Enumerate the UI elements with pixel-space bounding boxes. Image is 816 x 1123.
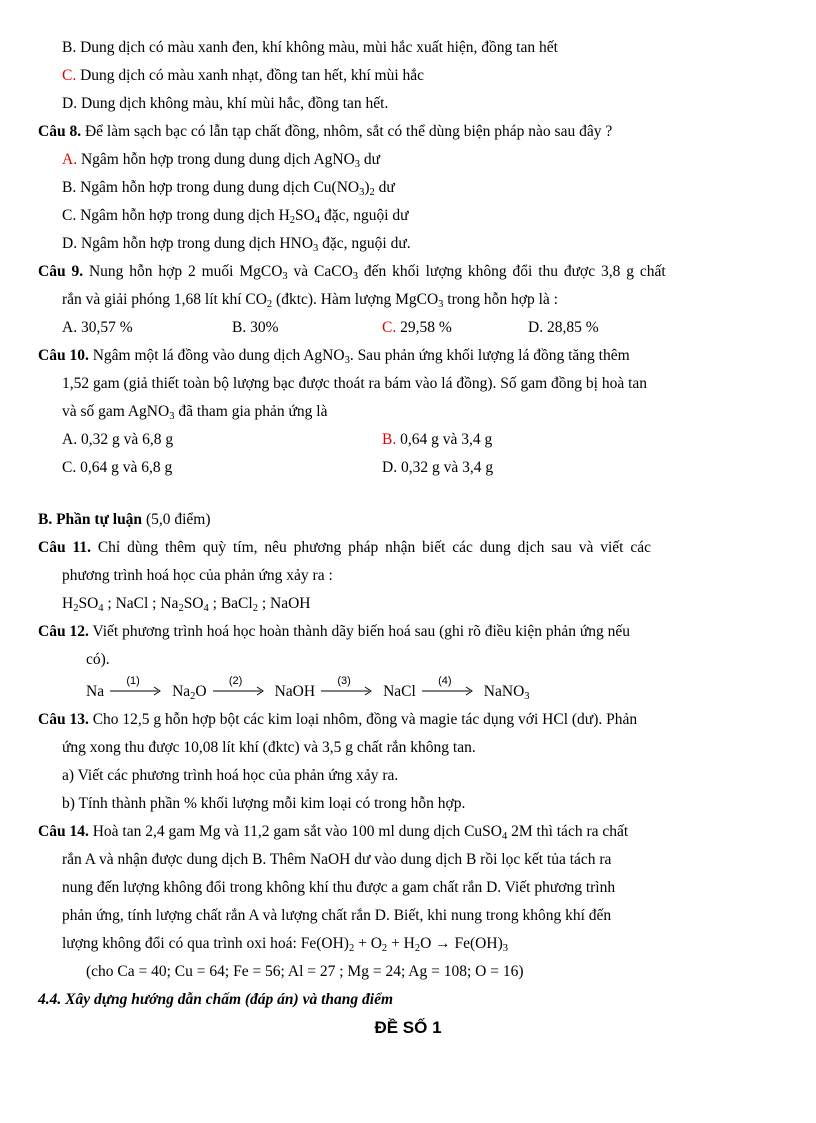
q14-question-line2: rắn A và nhận được dung dịch B. Thêm NaOH dư vào dung dịch B rồi lọc kết tủa tách ra — [62, 851, 612, 868]
answer-marker: C. — [62, 67, 77, 84]
q14-question-line1: Câu 14. Hoà tan 2,4 gam Mg và 11,2 gam sắt vào 100 ml dung dịch CuSO$_4$ 2M thì tách ra chất — [38, 823, 629, 842]
q13-question-line2: ứng xong thu được 10,08 lít khí (đktc) và 3,5 g chất rắn không tan. — [62, 739, 476, 756]
q12-question-line1: Câu 12. Viết phương trình hoá học hoàn thành dãy biến hoá sau (ghi rõ điều kiện phản ứng nếu — [38, 623, 631, 640]
q8-option-c: C. Ngâm hỗn hợp trong dung dịch $H_2SO_4$ đặc, nguội dư — [62, 207, 409, 226]
q13-part-b: b) Tính thành phần % khối lượng mỗi kim loại có trong hỗn hợp. — [62, 795, 466, 812]
q11-question-line1: Câu 11. Chỉ dùng thêm quỳ tím, nêu phương pháp nhận biết các dung dịch sau và viết các — [38, 539, 652, 556]
reaction-arrow-2: (2) — [213, 683, 269, 697]
q10-option-b: B. 0,64 g và 3,4 g — [382, 431, 493, 448]
reaction-arrow-3: (3) — [321, 683, 377, 697]
q10-option-c: C. 0,64 g và 6,8 g — [62, 459, 173, 476]
q9-option-b: B. 30% — [232, 319, 279, 336]
q9-option-a: A. 30,57 % — [62, 319, 133, 336]
q9-question-line2: rắn và giải phóng 1,68 lít khí $CO_2$ (đktc). Hàm lượng MgCO$_3$ trong hỗn hợp là : — [62, 291, 558, 310]
part-b-heading: B. Phần tự luận (5,0 điểm) — [38, 511, 211, 528]
q7-option-c: C. Dung dịch có màu xanh nhạt, đồng tan hết, khí mùi hắc — [62, 67, 425, 84]
q8-option-a: A. Ngâm hỗn hợp trong dung dung dịch AgNO$_3$ dư — [62, 151, 381, 170]
q10-option-a: A. 0,32 g và 6,8 g — [62, 431, 174, 448]
q12-reaction-chain: Na (1) $Na_2O$ (2) NaOH (3) NaCl (4) NaNO$_3$ — [86, 675, 530, 702]
atomic-masses-note: (cho Ca = 40; Cu = 64; Fe = 56; Al = 27 ; Mg = 24; Ag = 108; O = 16) — [86, 963, 524, 980]
q13-part-a: a) Viết các phương trình hoá học của phản ứng xảy ra. — [62, 767, 399, 784]
exam-title: ĐỀ SỐ 1 — [374, 1018, 442, 1037]
q10-question-line3: và số gam AgNO$_3$ đã tham gia phản ứng là — [62, 403, 328, 422]
q11-question-line2: phương trình hoá học của phản ứng xảy ra : — [62, 567, 333, 584]
q14-question-line5: lượng không đổi có qua trình oxi hoá: $Fe(OH)_2 + O_2 + H_2O \to Fe(OH)_3$ — [62, 935, 508, 954]
q12-question-line2: có). — [86, 651, 110, 668]
q10-question-line1: Câu 10. Ngâm một lá đồng vào dung dịch AgNO$_3$. Sau phản ứng khối lượng lá đồng tăng thêm — [38, 347, 630, 366]
q14-question-line3: nung đến lượng không đổi trong không khí thu được a gam chất rắn D. Viết phương trình — [62, 879, 616, 896]
q8-question: Câu 8. Để làm sạch bạc có lẫn tạp chất đồng, nhôm, sắt có thể dùng biện pháp nào sau đây ? — [38, 123, 613, 140]
q13-question-line1: Câu 13. Cho 12,5 g hỗn hợp bột các kim loại nhôm, đồng và magie tác dụng với HCl (dư). Phản — [38, 711, 638, 728]
q7-option-b: B. Dung dịch có màu xanh đen, khí không màu, mùi hắc xuất hiện, đồng tan hết — [62, 39, 558, 56]
q8-option-b: B. Ngâm hỗn hợp trong dung dung dịch $Cu(NO_3)_2$ dư — [62, 179, 395, 198]
q7-option-d: D. Dung dịch không màu, khí mùi hắc, đồng tan hết. — [62, 95, 389, 112]
answer-marker: A. — [62, 151, 78, 168]
q9-option-c: C. 29,58 % — [382, 319, 452, 336]
q14-question-line4: phản ứng, tính lượng chất rắn A và lượng chất rắn D. Biết, khi nung trong không khí đến — [62, 907, 612, 924]
q9-question-line1: Câu 9. Nung hỗn hợp 2 muối MgCO$_3$ và CaCO$_3$ đến khối lượng không đổi thu được 3,8 g chất — [38, 263, 666, 282]
reaction-arrow-1: (1) — [110, 683, 166, 697]
answer-marker: B. — [382, 431, 397, 448]
q8-option-d: D. Ngâm hỗn hợp trong dung dịch $HNO_3$ đặc, nguội dư. — [62, 235, 411, 254]
q10-option-d: D. 0,32 g và 3,4 g — [382, 459, 494, 476]
q11-formulas: $H_2SO_4$ ; NaCl ; $Na_2SO_4$ ; BaCl$_2$ ; NaOH — [62, 595, 311, 614]
section-heading: 4.4. Xây dựng hướng dẫn chấm (đáp án) và thang điểm — [38, 991, 394, 1008]
answer-marker: C. — [382, 319, 397, 336]
q10-question-line2: 1,52 gam (giả thiết toàn bộ lượng bạc được thoát ra bám vào lá đồng). Số gam đồng bị hoà tan — [62, 375, 648, 392]
reaction-arrow-4: (4) — [422, 683, 478, 697]
q9-option-d: D. 28,85 % — [528, 319, 599, 336]
